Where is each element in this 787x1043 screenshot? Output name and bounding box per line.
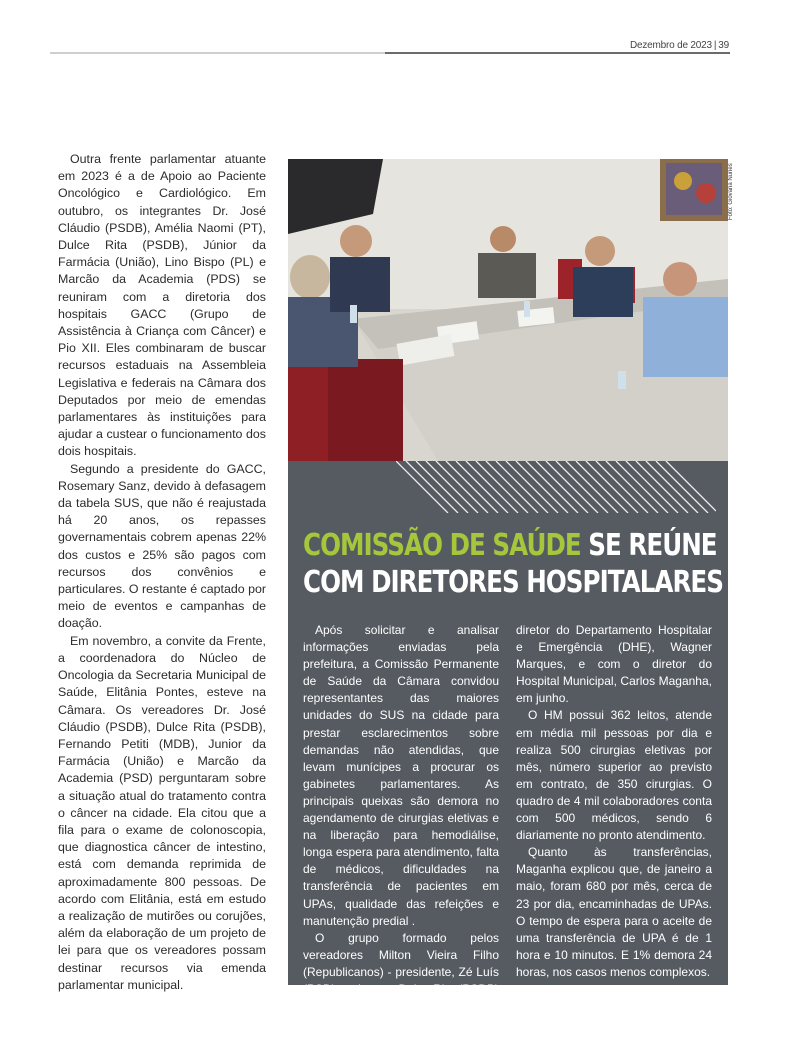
paragraph: Em novembro, a convite da Frente, a coordenadora do Núcleo de Oncologia da Secretaria Municipal de Saúde, Elitânia Pontes, esteve na Câmara. Os vereadores Dr. José Cláudio (PSDB), Dulce Rita (PSDB), Fernando Petiti (MDB), Junior da Farmácia (União) e Marcão da Academia (PSD) perguntaram sobre a situação atual do tratamento contra o câncer na cidade. Ela citou que a fila para o exame de colonoscopia, que diagnostica câncer de intestino, está com demanda reprimida de aproximadamente 800 pessoas. De acordo com Elitânia, está em estudo a realização de mutirões ou corujões, além da elaboração de um projeto de lei para que os vereadores possam destinar recursos via emenda parlamentar municipal. bbox=[58, 633, 266, 992]
paragraph: diretor do Departamento Hospitalar e Emergência (DHE), Wagner Marques, e com o diretor do Hospital Municipal, Carlos Maganha, em junho. bbox=[516, 623, 712, 706]
left-column-text bbox=[58, 151, 266, 994]
article-column-2 bbox=[516, 622, 712, 981]
decorative-hatch bbox=[396, 461, 716, 513]
paragraph: O grupo formado pelos vereadores Milton Vieira Filho (Republicanos) - presidente, Zé Luís (PSD) - relator, e Dulce Rita (PSDB) se reuniu com o bbox=[303, 930, 499, 1014]
page-number: 39 bbox=[718, 40, 729, 51]
page-header bbox=[630, 40, 729, 51]
header-rule bbox=[50, 52, 730, 54]
photo-credit: Foto: Giovana Nunes bbox=[728, 163, 734, 220]
issue-date: Dezembro de 2023 bbox=[630, 40, 712, 51]
paragraph: O HM possui 362 leitos, atende em média mil pessoas por dia e realiza 500 cirurgias eletivas por mês, número superior ao previsto em contrato, de 350 cirurgias. O quadro de 4 mil colaboradores conta com 500 médicos, sendo 6 diariamente no pronto atendimento. bbox=[516, 708, 712, 843]
paragraph: Segundo a presidente do GACC, Rosemary Sanz, devido à defasagem da tabela SUS, que não é reajustada há 20 anos, os repasses governamentais cobrem apenas 22% dos custos e 25% são pagos com recursos dos convênios e particulares. O restante é captado por meio de eventos e campanhas de doação. bbox=[58, 461, 267, 631]
header-separator: | bbox=[713, 40, 717, 51]
meeting-photo bbox=[288, 159, 728, 461]
article-column-1 bbox=[303, 622, 499, 1015]
headline-accent: COMISSÃO DE SAÚDE bbox=[303, 528, 581, 563]
paragraph: Após solicitar e analisar informações enviadas pela prefeitura, a Comissão Permanente de Saúde da Câmara convidou representantes das maiores unidades do SUS na cidade para prestar esclarecimentos sobre demandas não atendidas, que levam munícipes a procurar os gabinetes parlamentares. As principais queixas são demora no agendamento de cirurgias eletivas e na liberação para hemodiálise, longa espera para atendimento, falta de médicos, dificuldades na transferência de pacientes em UPAs, qualidade das refeições e manutenção predial . bbox=[303, 623, 499, 928]
paragraph: Outra frente parlamentar atuante em 2023 é a de Apoio ao Paciente Oncológico e Cardiológico. Em outubro, os integrantes Dr. José Cláudio (PSDB), Amélia Naomi (PT), Dulce Rita (PSDB), Júnior da Farmácia (União), Lino Bispo (PL) e Marcão da Academia (PDS) se reuniram com a diretoria dos hospitais GACC (Grupo de Assistência à Criança com Câncer) e Pio XII. Eles combinaram de buscar recursos estaduais na Assembleia Legislativa e federais na Câmara dos Deputados por meio de emendas parlamentares às instituições para ajudar a custear o funcionamento dos dois hospitais. bbox=[58, 152, 266, 459]
headline-line1-rest: SE REÚNE bbox=[580, 528, 717, 563]
headline-line2: COM DIRETORES HOSPITALARES bbox=[303, 565, 723, 600]
article-headline bbox=[303, 527, 723, 601]
paragraph: Quanto às transferências, Maganha explicou que, de janeiro a maio, foram 680 por mês, cerca de 23 por dia, encaminhadas de UPAs. O tempo de espera para o aceite de uma transferência de UPA é de 1 hora e 10 minutos. E 1% demora 24 horas, nos casos menos complexos. bbox=[516, 845, 712, 979]
meeting-photo-illustration bbox=[288, 159, 728, 461]
